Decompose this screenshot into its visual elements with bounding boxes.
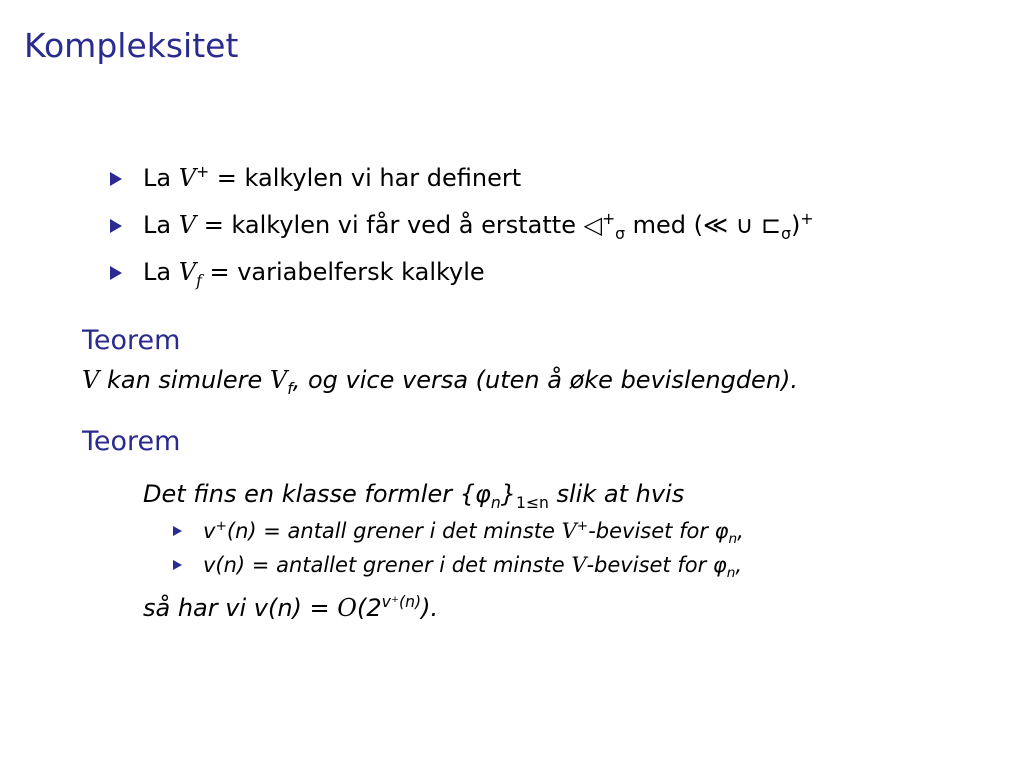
superscript: + [800, 210, 814, 228]
bullet-item [110, 158, 813, 205]
theorem-text: -beviset for φ [588, 519, 729, 543]
theorem-text: slik at hvis [548, 480, 685, 508]
theorem-text: Det fins en klasse formler {φ [143, 480, 491, 508]
bullet-text: ) [790, 211, 801, 239]
theorem-text: (2 [356, 594, 382, 622]
theorem-text: kan simulere [99, 366, 270, 394]
bullet-item [110, 205, 813, 252]
bullet-text: = kalkylen vi har definert [209, 164, 522, 192]
triangle-bullet-icon [110, 172, 122, 186]
subscript: f [196, 271, 202, 290]
superscript: + [196, 163, 210, 181]
bullet-text: La [143, 258, 179, 286]
theorem-2-conclusion [143, 588, 744, 628]
superscript: v⁺(n) [381, 593, 422, 611]
subscript: 1≤n [516, 493, 549, 512]
theorem-text: , [735, 553, 743, 577]
operator-symbol: ◁ [583, 211, 603, 239]
theorem-text: så har vi v(n) = [143, 594, 338, 622]
triangle-bullet-icon [173, 526, 182, 536]
bullet-text: La [143, 211, 179, 239]
theorem-text: } [500, 480, 516, 508]
theorem-2-intro [143, 474, 744, 514]
bullet-text: = kalkylen vi får ved å erstatte [196, 211, 584, 239]
theorem-text: v(n) = antallet grener i det minste [203, 553, 572, 577]
bullet-text: med (≪ ∪ ⊏ [625, 211, 782, 239]
calligraphic-v-symbol: V [178, 258, 197, 286]
calligraphic-v-symbol: V [82, 366, 100, 394]
theorem-2-sub-list [143, 514, 744, 582]
theorem-text: (n) = antall grener i det minste [226, 519, 562, 543]
subscript: σ [781, 224, 791, 243]
calligraphic-v-symbol: V [178, 211, 197, 239]
superscript: + [576, 518, 589, 534]
superscript: + [215, 518, 227, 534]
slide-title: Kompleksitet [24, 26, 239, 65]
theorem-1-body [82, 362, 798, 398]
bullet-text: = variabelfersk kalkyle [201, 258, 485, 286]
calligraphic-v-symbol: V [269, 366, 288, 394]
theorem-1-heading: Teorem [82, 325, 181, 356]
triangle-bullet-icon [110, 219, 122, 233]
subscript: f [287, 379, 293, 398]
calligraphic-v-symbol: V [571, 553, 587, 577]
subscript: σ [615, 224, 626, 243]
theorem-text: ). [421, 594, 439, 622]
theorem-text: v [203, 519, 216, 543]
bullet-item [110, 252, 813, 299]
bullet-list [110, 158, 813, 299]
big-o-symbol: O [337, 594, 357, 622]
triangle-bullet-icon [173, 560, 182, 570]
subscript: n [490, 493, 501, 512]
theorem-2-heading: Teorem [82, 426, 181, 457]
bullet-text: La [143, 164, 179, 192]
subscript: n [726, 565, 736, 582]
subscript: n [728, 531, 738, 548]
list-item [173, 548, 744, 582]
calligraphic-v-symbol: V [178, 164, 197, 192]
theorem-text: , og vice versa (uten å øke bevislengden). [292, 366, 799, 394]
theorem-text: -beviset for φ [586, 553, 727, 577]
triangle-bullet-icon [110, 266, 122, 280]
theorem-text: , [737, 519, 744, 543]
theorem-2-body [143, 474, 744, 628]
superscript: + [602, 210, 616, 228]
calligraphic-v-symbol: V [561, 519, 577, 543]
list-item [173, 514, 744, 548]
